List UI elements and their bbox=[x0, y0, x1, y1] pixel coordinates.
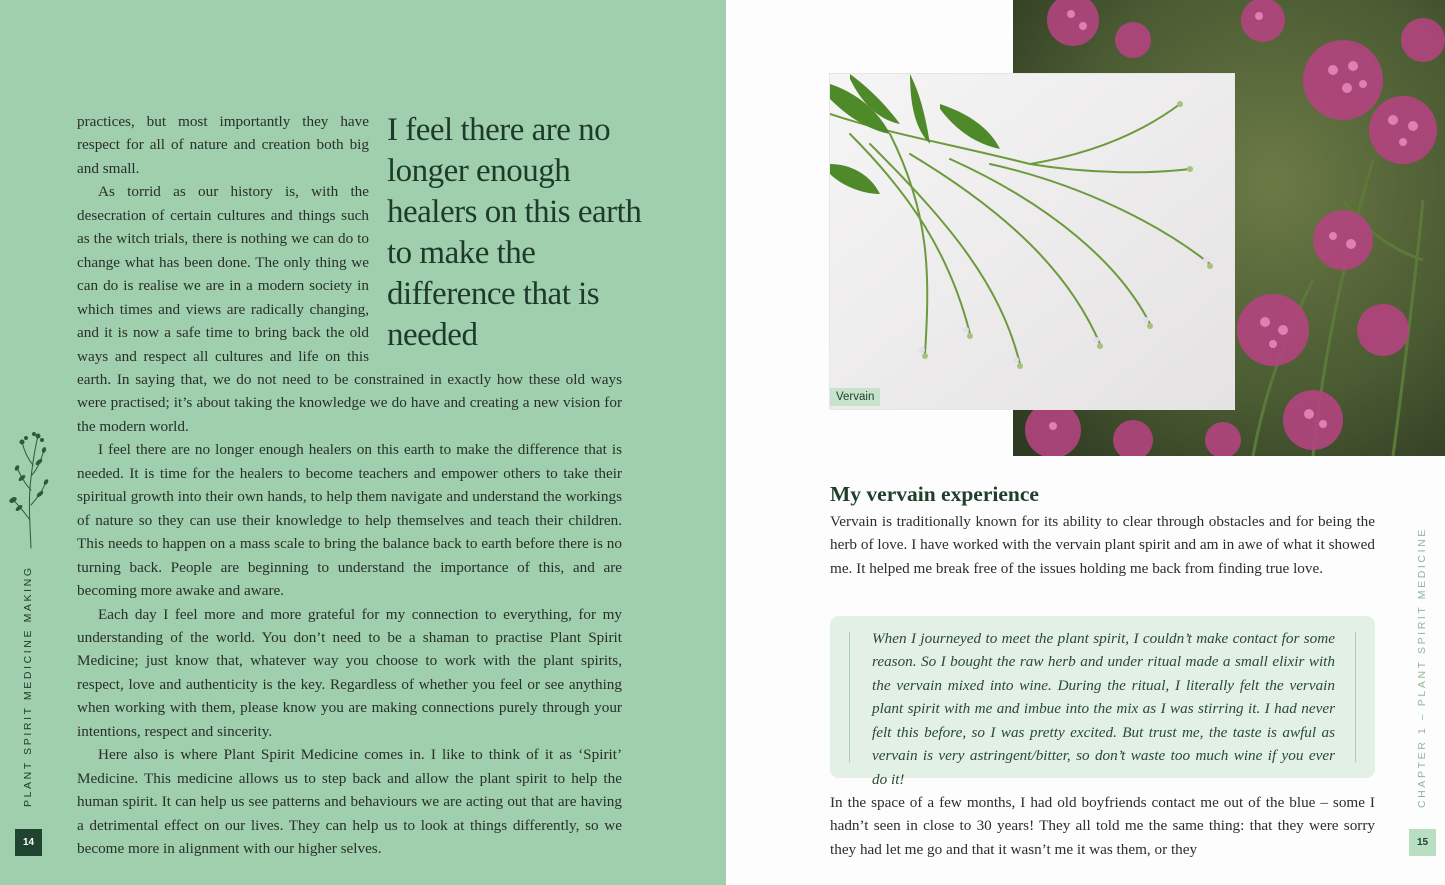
right-running-title: CHAPTER 1 – PLANT SPIRIT MEDICINE bbox=[1416, 527, 1428, 808]
left-body-text bbox=[77, 110, 642, 861]
paragraph-4: Each day I feel more and more grateful for my connection to everything, for my understanding of the world. You don’t need to be a shaman to practise Plant Spirit Medicine; just know that, whatever way you choose to work with the plant spirits, respect, love and authenticity is the key. Regardless of whether you feel or see anything when working with them, please know you are making connections purely through your intentions, respect and sincerity. bbox=[77, 605, 622, 740]
quote-text: When I journeyed to meet the plant spirit, I couldn’t make contact for some reason. So I bought the raw herb and under ritual made a small elixir with the vervain mixed into wine. During the ritual, I literally felt the vervain plant spirit with me and imbue into the mix as I was stirring it. I had never felt this before, so I was pretty excited. But trust me, the taste is awful as vervain is very astringent/bitter, so don’t waste too much wine if you ever do it! bbox=[872, 630, 1335, 788]
quote-rule-right bbox=[1355, 632, 1356, 762]
continuation-paragraph: In the space of a few months, I had old boyfriends contact me out of the blue – some I hadn’t seen in close to 30 years! They all told me the same thing: that they were sorry they had let me go and that it wasn’t me it was them, or they bbox=[830, 794, 1375, 858]
photo-caption: Vervain bbox=[830, 388, 880, 406]
quote-box bbox=[830, 616, 1375, 788]
left-running-title: PLANT SPIRIT MEDICINE MAKING bbox=[22, 565, 34, 807]
quote-rule-left bbox=[849, 632, 850, 762]
page-number-left: 14 bbox=[15, 829, 42, 856]
vervain-sprig-illustration bbox=[830, 74, 1234, 409]
paragraph-5: Here also is where Plant Spirit Medicine comes in. I like to think of it as ‘Spirit’ Medicine. This medicine allows us to step back and allow the plant spirit to help the human spirit. It can help us see patterns and behaviours we are acting out that are having a detrimental effect on our lives. They can help us to look at things differently, so we become more in alignment with our higher selves. bbox=[77, 746, 622, 858]
vervain-sprig-photo bbox=[830, 74, 1234, 409]
paragraph-1: practices, but most importantly they have respect for all of nature and creation both big and small. bbox=[77, 113, 369, 177]
paragraph-2: As torrid as our history is, with the desecration of certain cultures and things such as the witch trials, there is nothing we can do to change what has been done. The only thing we can do is realise we are in a modern society in which times and views are radically changing, and it is now a safe time to bring back the old ways and respect all cultures and life on this earth. In saying that, we do not need to be constrained in exactly how these old ways were practised; it’s about taking the knowledge we do have and creating a new vision for the modern world. bbox=[77, 183, 622, 435]
intro-paragraph: Vervain is traditionally known for its ability to clear through obstacles and for being the herb of love. I have worked with the vervain plant spirit and am in awe of what it showed me. It helped me break free of the issues holding me back from finding true love. bbox=[830, 513, 1375, 577]
botanical-sprig-icon bbox=[4, 430, 50, 550]
page-number-right: 15 bbox=[1409, 829, 1436, 856]
pull-quote: I feel there are no longer enough healers on this earth to make the difference that is needed bbox=[387, 112, 642, 353]
right-page bbox=[726, 0, 1445, 885]
section-title: My vervain experience bbox=[830, 482, 1039, 506]
paragraph-3: I feel there are no longer enough healers on this earth to make the difference that is needed. It is time for the healers to become teachers and empower others to take their spiritual growth into their own hands, to help them navigate and understand the workings of nature so they can use their knowledge to help themselves and teach their children. This needs to happen on a mass scale to bring the balance back to earth before there is no turning back. People are beginning to understand the importance of this, and are becoming more awake and aware. bbox=[77, 441, 622, 600]
